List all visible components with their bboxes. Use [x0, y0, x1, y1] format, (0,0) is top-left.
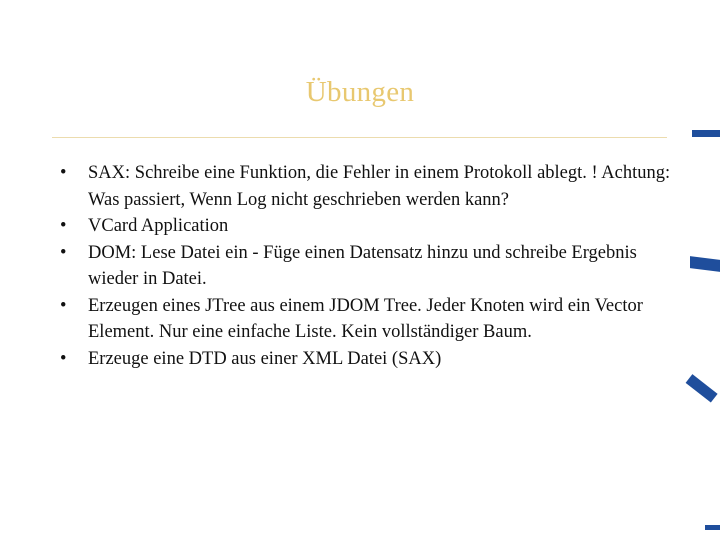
bullet-icon: •: [60, 348, 67, 369]
decorative-accent-mark: [692, 130, 720, 137]
decorative-accent-mark: [690, 256, 720, 272]
slide-title: Übungen: [305, 76, 415, 108]
bullet-item: [60, 293, 680, 346]
bullet-text: DOM: Lese Datei ein - Füge einen Datensatz hinzu und schreibe Ergebnis wieder in Datei.: [88, 242, 637, 289]
bullet-text: Erzeugen eines JTree aus einem JDOM Tree. Jeder Knoten wird ein Vector Element. Nur eine einfache Liste. Kein vollständiger Baum.: [88, 295, 643, 342]
bullet-text: VCard Application: [88, 216, 229, 236]
title-divider: [52, 137, 667, 138]
bullet-item: [60, 213, 680, 240]
bullet-icon: •: [60, 295, 67, 316]
bullet-text: Erzeuge eine DTD aus einer XML Datei (SAX): [88, 348, 442, 369]
bullet-icon: •: [60, 163, 67, 183]
bullet-item: [60, 240, 680, 293]
decorative-accent-mark: [705, 525, 720, 530]
bullet-icon: •: [60, 216, 67, 236]
bullet-icon: •: [60, 242, 67, 263]
bullet-item: [60, 346, 680, 373]
bullet-text: SAX: Schreibe eine Funktion, die Fehler in einem Protokoll ablegt. ! Achtung: Was passiert, Wenn Log nicht geschrieben werden kann?: [88, 163, 671, 210]
decorative-accent-mark: [686, 374, 718, 402]
bullet-item: [60, 160, 680, 213]
bullet-list: [60, 160, 680, 372]
